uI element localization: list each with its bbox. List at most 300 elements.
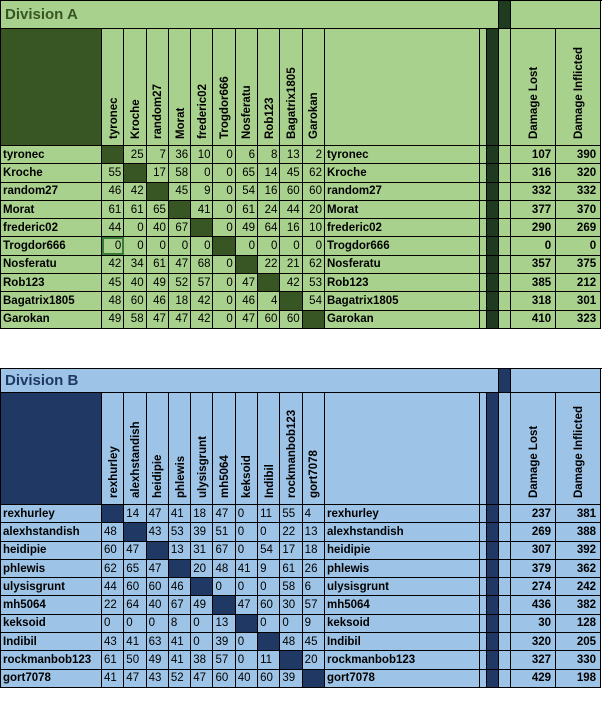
diagonal-cell[interactable] bbox=[102, 505, 124, 523]
score-cell[interactable]: 34 bbox=[124, 255, 146, 273]
score-cell[interactable]: 57 bbox=[213, 651, 235, 669]
diagonal-cell[interactable] bbox=[258, 633, 280, 651]
score-cell[interactable]: 41 bbox=[168, 633, 190, 651]
row-name[interactable]: Indibil bbox=[1, 633, 102, 651]
damage-lost-cell[interactable]: 107 bbox=[511, 146, 556, 164]
diagonal-cell[interactable] bbox=[213, 596, 235, 614]
score-cell[interactable]: 65 bbox=[235, 164, 257, 182]
row-name[interactable]: random27 bbox=[1, 182, 102, 200]
score-cell[interactable]: 58 bbox=[124, 310, 146, 328]
damage-inflicted-cell[interactable]: 320 bbox=[556, 164, 601, 182]
damage-lost-cell[interactable]: 30 bbox=[511, 614, 556, 632]
score-cell[interactable]: 46 bbox=[235, 292, 257, 310]
row-name-right[interactable]: keksoid bbox=[324, 614, 479, 632]
score-cell[interactable]: 4 bbox=[302, 505, 324, 523]
column-header-tyronec[interactable] bbox=[102, 29, 124, 146]
score-cell[interactable]: 60 bbox=[280, 310, 302, 328]
score-cell[interactable]: 60 bbox=[280, 182, 302, 200]
damage-lost-cell[interactable]: 436 bbox=[511, 596, 556, 614]
score-cell[interactable]: 0 bbox=[258, 578, 280, 596]
score-cell[interactable]: 0 bbox=[213, 255, 235, 273]
score-cell[interactable]: 17 bbox=[146, 164, 168, 182]
score-cell[interactable]: 41 bbox=[168, 651, 190, 669]
score-cell[interactable]: 52 bbox=[168, 274, 190, 292]
score-cell[interactable]: 14 bbox=[258, 164, 280, 182]
score-cell[interactable]: 0 bbox=[124, 237, 146, 255]
damage-inflicted-cell[interactable]: 332 bbox=[556, 182, 601, 200]
score-cell[interactable]: 0 bbox=[146, 614, 168, 632]
score-cell[interactable]: 47 bbox=[146, 559, 168, 577]
damage-inflicted-cell[interactable]: 370 bbox=[556, 200, 601, 218]
damage-inflicted-cell[interactable]: 323 bbox=[556, 310, 601, 328]
score-cell[interactable]: 0 bbox=[213, 146, 235, 164]
row-name-right[interactable]: Kroche bbox=[324, 164, 479, 182]
row-name-right[interactable]: Rob123 bbox=[324, 274, 479, 292]
score-cell[interactable]: 22 bbox=[280, 523, 302, 541]
score-cell[interactable]: 58 bbox=[280, 578, 302, 596]
damage-inflicted-cell[interactable]: 388 bbox=[556, 523, 601, 541]
score-cell[interactable]: 11 bbox=[258, 505, 280, 523]
score-cell[interactable]: 50 bbox=[124, 651, 146, 669]
damage-inflicted-cell[interactable]: 330 bbox=[556, 651, 601, 669]
row-name-right[interactable]: phlewis bbox=[324, 559, 479, 577]
column-header-alexhstandish[interactable] bbox=[124, 393, 146, 505]
score-cell[interactable]: 45 bbox=[302, 633, 324, 651]
score-cell[interactable]: 60 bbox=[258, 310, 280, 328]
column-header-morat[interactable] bbox=[168, 29, 190, 146]
score-cell[interactable]: 13 bbox=[168, 541, 190, 559]
score-cell[interactable]: 16 bbox=[280, 219, 302, 237]
score-cell[interactable]: 67 bbox=[213, 541, 235, 559]
score-cell[interactable]: 0 bbox=[213, 274, 235, 292]
score-cell[interactable]: 42 bbox=[280, 274, 302, 292]
damage-inflicted-cell[interactable]: 205 bbox=[556, 633, 601, 651]
row-name-right[interactable]: Bagatrix1805 bbox=[324, 292, 479, 310]
score-cell[interactable]: 18 bbox=[302, 541, 324, 559]
damage-inflicted-cell[interactable]: 375 bbox=[556, 255, 601, 273]
score-cell[interactable]: 30 bbox=[280, 596, 302, 614]
score-cell[interactable]: 60 bbox=[102, 541, 124, 559]
row-name[interactable]: tyronec bbox=[1, 146, 102, 164]
damage-inflicted-cell[interactable]: 198 bbox=[556, 669, 601, 687]
score-cell[interactable]: 43 bbox=[102, 633, 124, 651]
score-cell[interactable]: 60 bbox=[124, 578, 146, 596]
score-cell[interactable]: 9 bbox=[258, 559, 280, 577]
row-name-right[interactable]: Nosferatu bbox=[324, 255, 479, 273]
damage-inflicted-cell[interactable]: 382 bbox=[556, 596, 601, 614]
damage-inflicted-header[interactable] bbox=[556, 393, 601, 505]
damage-lost-cell[interactable]: 410 bbox=[511, 310, 556, 328]
damage-lost-cell[interactable]: 385 bbox=[511, 274, 556, 292]
diagonal-cell[interactable] bbox=[191, 578, 213, 596]
damage-inflicted-cell[interactable]: 242 bbox=[556, 578, 601, 596]
score-cell[interactable]: 54 bbox=[302, 292, 324, 310]
row-name[interactable]: alexhstandish bbox=[1, 523, 102, 541]
score-cell[interactable]: 39 bbox=[280, 669, 302, 687]
score-cell[interactable]: 55 bbox=[280, 505, 302, 523]
diagonal-cell[interactable] bbox=[124, 523, 146, 541]
row-name-right[interactable]: mh5064 bbox=[324, 596, 479, 614]
score-cell[interactable]: 65 bbox=[146, 200, 168, 218]
score-cell[interactable]: 60 bbox=[258, 596, 280, 614]
diagonal-cell[interactable] bbox=[280, 292, 302, 310]
diagonal-cell[interactable] bbox=[235, 255, 257, 273]
column-header-nosferatu[interactable] bbox=[235, 29, 257, 146]
damage-lost-cell[interactable]: 332 bbox=[511, 182, 556, 200]
score-cell[interactable]: 14 bbox=[124, 505, 146, 523]
score-cell[interactable]: 47 bbox=[191, 669, 213, 687]
score-cell[interactable]: 61 bbox=[102, 651, 124, 669]
score-cell[interactable]: 40 bbox=[146, 219, 168, 237]
row-name[interactable]: Trogdor666 bbox=[1, 237, 102, 255]
score-cell[interactable]: 49 bbox=[146, 651, 168, 669]
score-cell[interactable]: 21 bbox=[280, 255, 302, 273]
column-header-kroche[interactable] bbox=[124, 29, 146, 146]
column-header-rockmanbob123[interactable] bbox=[280, 393, 302, 505]
score-cell[interactable]: 0 bbox=[102, 614, 124, 632]
row-name-right[interactable]: alexhstandish bbox=[324, 523, 479, 541]
score-cell[interactable]: 0 bbox=[213, 200, 235, 218]
score-cell[interactable]: 58 bbox=[168, 164, 190, 182]
score-cell[interactable]: 0 bbox=[235, 633, 257, 651]
score-cell[interactable]: 0 bbox=[235, 237, 257, 255]
score-cell[interactable]: 54 bbox=[235, 182, 257, 200]
score-cell[interactable]: 8 bbox=[258, 146, 280, 164]
row-name[interactable]: Kroche bbox=[1, 164, 102, 182]
column-header-bagatrix1805[interactable] bbox=[280, 29, 302, 146]
row-name-right[interactable]: frederic02 bbox=[324, 219, 479, 237]
score-cell[interactable]: 0 bbox=[213, 182, 235, 200]
damage-lost-cell[interactable]: 377 bbox=[511, 200, 556, 218]
score-cell[interactable]: 47 bbox=[124, 541, 146, 559]
score-cell[interactable]: 53 bbox=[168, 523, 190, 541]
diagonal-cell[interactable] bbox=[213, 237, 235, 255]
diagonal-cell[interactable] bbox=[124, 164, 146, 182]
score-cell[interactable]: 42 bbox=[124, 182, 146, 200]
score-cell[interactable]: 43 bbox=[146, 523, 168, 541]
damage-lost-cell[interactable]: 357 bbox=[511, 255, 556, 273]
score-cell[interactable]: 60 bbox=[213, 669, 235, 687]
row-name-right[interactable]: random27 bbox=[324, 182, 479, 200]
damage-inflicted-cell[interactable]: 390 bbox=[556, 146, 601, 164]
score-cell[interactable]: 0 bbox=[235, 541, 257, 559]
score-cell[interactable]: 47 bbox=[213, 505, 235, 523]
score-cell[interactable]: 0 bbox=[235, 523, 257, 541]
damage-inflicted-cell[interactable]: 301 bbox=[556, 292, 601, 310]
score-cell[interactable]: 49 bbox=[191, 596, 213, 614]
column-header-ulysisgrunt[interactable] bbox=[191, 393, 213, 505]
score-cell[interactable]: 0 bbox=[235, 651, 257, 669]
score-cell[interactable]: 9 bbox=[302, 614, 324, 632]
row-name[interactable]: Rob123 bbox=[1, 274, 102, 292]
score-cell[interactable]: 17 bbox=[280, 541, 302, 559]
score-cell[interactable]: 0 bbox=[213, 310, 235, 328]
score-cell[interactable]: 41 bbox=[102, 669, 124, 687]
score-cell[interactable]: 45 bbox=[102, 274, 124, 292]
score-cell[interactable]: 24 bbox=[258, 200, 280, 218]
damage-lost-cell[interactable]: 327 bbox=[511, 651, 556, 669]
score-cell[interactable]: 47 bbox=[124, 669, 146, 687]
score-cell[interactable]: 43 bbox=[146, 669, 168, 687]
score-cell[interactable]: 48 bbox=[102, 523, 124, 541]
score-cell[interactable]: 63 bbox=[146, 633, 168, 651]
row-name-right[interactable]: gort7078 bbox=[324, 669, 479, 687]
diagonal-cell[interactable] bbox=[146, 541, 168, 559]
score-cell[interactable]: 0 bbox=[191, 614, 213, 632]
diagonal-cell[interactable] bbox=[191, 219, 213, 237]
score-cell[interactable]: 49 bbox=[235, 219, 257, 237]
score-cell[interactable]: 0 bbox=[258, 614, 280, 632]
score-cell[interactable]: 0 bbox=[258, 523, 280, 541]
row-name-right[interactable]: rockmanbob123 bbox=[324, 651, 479, 669]
column-header-keksoid[interactable] bbox=[235, 393, 257, 505]
damage-lost-cell[interactable]: 0 bbox=[511, 237, 556, 255]
score-cell[interactable]: 48 bbox=[213, 559, 235, 577]
score-cell[interactable]: 44 bbox=[280, 200, 302, 218]
score-cell[interactable]: 0 bbox=[191, 633, 213, 651]
score-cell[interactable]: 62 bbox=[302, 255, 324, 273]
score-cell[interactable]: 20 bbox=[302, 651, 324, 669]
score-cell[interactable]: 31 bbox=[191, 541, 213, 559]
row-name[interactable]: Nosferatu bbox=[1, 255, 102, 273]
score-cell[interactable]: 41 bbox=[124, 633, 146, 651]
score-cell[interactable]: 39 bbox=[213, 633, 235, 651]
score-cell[interactable]: 60 bbox=[258, 669, 280, 687]
diagonal-cell[interactable] bbox=[102, 146, 124, 164]
score-cell[interactable]: 57 bbox=[191, 274, 213, 292]
score-cell[interactable]: 64 bbox=[258, 219, 280, 237]
damage-lost-header[interactable] bbox=[511, 393, 556, 505]
score-cell[interactable]: 54 bbox=[258, 541, 280, 559]
score-cell[interactable]: 61 bbox=[102, 200, 124, 218]
score-cell[interactable]: 47 bbox=[235, 310, 257, 328]
column-header-indibil[interactable] bbox=[258, 393, 280, 505]
column-header-rob123[interactable] bbox=[258, 29, 280, 146]
score-cell[interactable]: 44 bbox=[102, 219, 124, 237]
score-cell[interactable]: 40 bbox=[146, 596, 168, 614]
damage-inflicted-cell[interactable]: 362 bbox=[556, 559, 601, 577]
damage-inflicted-cell[interactable]: 392 bbox=[556, 541, 601, 559]
score-cell[interactable]: 2 bbox=[302, 146, 324, 164]
damage-lost-cell[interactable]: 318 bbox=[511, 292, 556, 310]
row-name-right[interactable]: heidipie bbox=[324, 541, 479, 559]
score-cell[interactable]: 0 bbox=[213, 164, 235, 182]
row-name[interactable]: keksoid bbox=[1, 614, 102, 632]
score-cell[interactable]: 9 bbox=[191, 182, 213, 200]
damage-inflicted-cell[interactable]: 269 bbox=[556, 219, 601, 237]
score-cell[interactable]: 7 bbox=[146, 146, 168, 164]
score-cell[interactable]: 55 bbox=[102, 164, 124, 182]
score-cell[interactable]: 61 bbox=[146, 255, 168, 273]
row-name[interactable]: ulysisgrunt bbox=[1, 578, 102, 596]
row-name[interactable]: phlewis bbox=[1, 559, 102, 577]
row-name-right[interactable]: Indibil bbox=[324, 633, 479, 651]
score-cell[interactable]: 10 bbox=[302, 219, 324, 237]
row-name[interactable]: Morat bbox=[1, 200, 102, 218]
score-cell[interactable]: 46 bbox=[146, 292, 168, 310]
row-name-right[interactable]: ulysisgrunt bbox=[324, 578, 479, 596]
score-cell[interactable]: 40 bbox=[235, 669, 257, 687]
score-cell[interactable]: 8 bbox=[168, 614, 190, 632]
score-cell[interactable]: 48 bbox=[280, 633, 302, 651]
score-cell[interactable]: 47 bbox=[146, 505, 168, 523]
damage-inflicted-cell[interactable]: 0 bbox=[556, 237, 601, 255]
column-header-rexhurley[interactable] bbox=[102, 393, 124, 505]
score-cell[interactable]: 62 bbox=[102, 559, 124, 577]
score-cell[interactable]: 10 bbox=[191, 146, 213, 164]
row-name-right[interactable]: Morat bbox=[324, 200, 479, 218]
score-cell[interactable]: 0 bbox=[191, 237, 213, 255]
score-cell[interactable]: 0 bbox=[235, 578, 257, 596]
row-name[interactable]: frederic02 bbox=[1, 219, 102, 237]
score-cell[interactable]: 0 bbox=[191, 164, 213, 182]
score-cell[interactable]: 67 bbox=[168, 219, 190, 237]
score-cell[interactable]: 36 bbox=[168, 146, 190, 164]
score-cell[interactable]: 26 bbox=[302, 559, 324, 577]
score-cell[interactable]: 6 bbox=[235, 146, 257, 164]
score-cell[interactable]: 4 bbox=[258, 292, 280, 310]
row-name-right[interactable]: Garokan bbox=[324, 310, 479, 328]
score-cell[interactable]: 47 bbox=[235, 274, 257, 292]
score-cell[interactable]: 60 bbox=[124, 292, 146, 310]
score-cell[interactable]: 22 bbox=[258, 255, 280, 273]
damage-inflicted-cell[interactable]: 212 bbox=[556, 274, 601, 292]
score-cell[interactable]: 48 bbox=[102, 292, 124, 310]
column-header-frederic02[interactable] bbox=[191, 29, 213, 146]
score-cell[interactable]: 25 bbox=[124, 146, 146, 164]
score-cell[interactable]: 52 bbox=[168, 669, 190, 687]
score-cell[interactable]: 42 bbox=[102, 255, 124, 273]
damage-lost-cell[interactable]: 307 bbox=[511, 541, 556, 559]
column-header-trogdor666[interactable] bbox=[213, 29, 235, 146]
damage-lost-cell[interactable]: 274 bbox=[511, 578, 556, 596]
diagonal-cell[interactable] bbox=[235, 614, 257, 632]
score-cell[interactable]: 0 bbox=[213, 578, 235, 596]
score-cell[interactable]: 0 bbox=[258, 237, 280, 255]
row-name[interactable]: gort7078 bbox=[1, 669, 102, 687]
damage-lost-cell[interactable]: 429 bbox=[511, 669, 556, 687]
score-cell[interactable]: 67 bbox=[168, 596, 190, 614]
row-name[interactable]: mh5064 bbox=[1, 596, 102, 614]
score-cell[interactable]: 13 bbox=[302, 523, 324, 541]
score-cell[interactable]: 39 bbox=[191, 523, 213, 541]
row-name-right[interactable]: rexhurley bbox=[324, 505, 479, 523]
score-cell[interactable]: 38 bbox=[191, 651, 213, 669]
column-header-phlewis[interactable] bbox=[168, 393, 190, 505]
diagonal-cell[interactable] bbox=[258, 274, 280, 292]
damage-lost-cell[interactable]: 290 bbox=[511, 219, 556, 237]
score-cell[interactable]: 22 bbox=[102, 596, 124, 614]
row-name[interactable]: Bagatrix1805 bbox=[1, 292, 102, 310]
score-cell[interactable]: 0 bbox=[168, 237, 190, 255]
score-cell[interactable]: 62 bbox=[302, 164, 324, 182]
diagonal-cell[interactable] bbox=[280, 651, 302, 669]
score-cell[interactable]: 0 bbox=[124, 219, 146, 237]
row-name[interactable]: Garokan bbox=[1, 310, 102, 328]
score-cell[interactable]: 44 bbox=[102, 578, 124, 596]
score-cell[interactable]: 61 bbox=[235, 200, 257, 218]
score-cell[interactable]: 60 bbox=[146, 578, 168, 596]
score-cell[interactable]: 61 bbox=[124, 200, 146, 218]
diagonal-cell[interactable] bbox=[302, 669, 324, 687]
diagonal-cell[interactable] bbox=[146, 182, 168, 200]
row-name[interactable]: heidipie bbox=[1, 541, 102, 559]
score-cell[interactable]: 49 bbox=[146, 274, 168, 292]
score-cell[interactable]: 45 bbox=[168, 182, 190, 200]
column-header-garokan[interactable] bbox=[302, 29, 324, 146]
score-cell[interactable]: 0 bbox=[302, 237, 324, 255]
column-header-heidipie[interactable] bbox=[146, 393, 168, 505]
score-cell[interactable]: 13 bbox=[280, 146, 302, 164]
damage-lost-cell[interactable]: 269 bbox=[511, 523, 556, 541]
score-cell[interactable]: 57 bbox=[302, 596, 324, 614]
score-cell[interactable]: 18 bbox=[168, 292, 190, 310]
damage-lost-cell[interactable]: 316 bbox=[511, 164, 556, 182]
score-cell[interactable]: 42 bbox=[191, 292, 213, 310]
score-cell[interactable]: 46 bbox=[102, 182, 124, 200]
score-cell[interactable]: 49 bbox=[102, 310, 124, 328]
score-cell[interactable]: 0 bbox=[102, 237, 124, 255]
score-cell[interactable]: 51 bbox=[213, 523, 235, 541]
score-cell[interactable]: 47 bbox=[168, 255, 190, 273]
score-cell[interactable]: 0 bbox=[235, 505, 257, 523]
score-cell[interactable]: 68 bbox=[191, 255, 213, 273]
row-name-right[interactable]: Trogdor666 bbox=[324, 237, 479, 255]
score-cell[interactable]: 47 bbox=[235, 596, 257, 614]
damage-inflicted-header[interactable] bbox=[556, 29, 601, 146]
score-cell[interactable]: 47 bbox=[146, 310, 168, 328]
score-cell[interactable]: 65 bbox=[124, 559, 146, 577]
column-header-mh5064[interactable] bbox=[213, 393, 235, 505]
damage-lost-header[interactable] bbox=[511, 29, 556, 146]
score-cell[interactable]: 0 bbox=[213, 219, 235, 237]
column-header-gort7078[interactable] bbox=[302, 393, 324, 505]
score-cell[interactable]: 60 bbox=[302, 182, 324, 200]
score-cell[interactable]: 16 bbox=[258, 182, 280, 200]
score-cell[interactable]: 47 bbox=[168, 310, 190, 328]
damage-lost-cell[interactable]: 237 bbox=[511, 505, 556, 523]
damage-lost-cell[interactable]: 379 bbox=[511, 559, 556, 577]
score-cell[interactable]: 0 bbox=[213, 292, 235, 310]
diagonal-cell[interactable] bbox=[168, 559, 190, 577]
score-cell[interactable]: 64 bbox=[124, 596, 146, 614]
score-cell[interactable]: 0 bbox=[146, 237, 168, 255]
score-cell[interactable]: 20 bbox=[302, 200, 324, 218]
score-cell[interactable]: 46 bbox=[168, 578, 190, 596]
diagonal-cell[interactable] bbox=[302, 310, 324, 328]
score-cell[interactable]: 11 bbox=[258, 651, 280, 669]
score-cell[interactable]: 40 bbox=[124, 274, 146, 292]
score-cell[interactable]: 53 bbox=[302, 274, 324, 292]
damage-inflicted-cell[interactable]: 381 bbox=[556, 505, 601, 523]
row-name-right[interactable]: tyronec bbox=[324, 146, 479, 164]
score-cell[interactable]: 45 bbox=[280, 164, 302, 182]
score-cell[interactable]: 0 bbox=[280, 614, 302, 632]
score-cell[interactable]: 20 bbox=[191, 559, 213, 577]
score-cell[interactable]: 0 bbox=[124, 614, 146, 632]
score-cell[interactable]: 42 bbox=[191, 310, 213, 328]
score-cell[interactable]: 13 bbox=[213, 614, 235, 632]
damage-lost-cell[interactable]: 320 bbox=[511, 633, 556, 651]
score-cell[interactable]: 6 bbox=[302, 578, 324, 596]
score-cell[interactable]: 41 bbox=[168, 505, 190, 523]
row-name[interactable]: rexhurley bbox=[1, 505, 102, 523]
score-cell[interactable]: 61 bbox=[280, 559, 302, 577]
diagonal-cell[interactable] bbox=[168, 200, 190, 218]
score-cell[interactable]: 18 bbox=[191, 505, 213, 523]
score-cell[interactable]: 0 bbox=[280, 237, 302, 255]
row-name[interactable]: rockmanbob123 bbox=[1, 651, 102, 669]
